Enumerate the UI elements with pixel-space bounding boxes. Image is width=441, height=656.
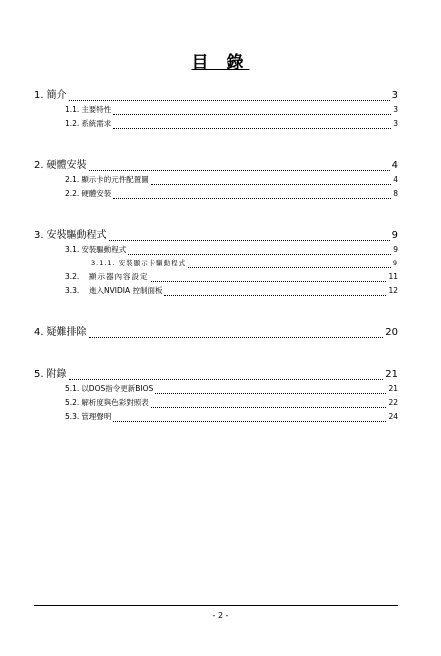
- toc-leader: [155, 393, 386, 394]
- toc-title: 主要特性: [81, 105, 112, 114]
- toc-leader: [151, 184, 391, 185]
- toc-page: 9: [393, 245, 398, 254]
- toc-number: 4.: [34, 327, 44, 338]
- toc-page: 22: [388, 398, 398, 407]
- toc-leader: [151, 281, 387, 282]
- toc-title: 安裝驅動程式: [46, 230, 107, 241]
- toc-leader: [69, 100, 390, 101]
- toc-title: 簡介: [46, 90, 67, 101]
- toc-entry-2-1[interactable]: [34, 174, 398, 188]
- toc-number: 1.2.: [65, 119, 80, 128]
- toc-page: 20: [385, 327, 398, 338]
- table-of-contents: [34, 86, 398, 425]
- toc-number: 3.1.: [65, 245, 80, 254]
- page-number: - 2 -: [212, 611, 229, 620]
- toc-page: 3: [393, 119, 398, 128]
- toc-title: 附錄: [46, 369, 67, 380]
- toc-title: 系統需求: [81, 119, 112, 128]
- toc-entry-1-1[interactable]: [34, 104, 398, 118]
- toc-number: 5.2.: [65, 398, 80, 407]
- toc-title: 安裝驅動程式: [81, 245, 127, 254]
- toc-title: 硬體安裝: [81, 189, 112, 198]
- toc-number: 1.1.: [65, 105, 80, 114]
- toc-page: 12: [388, 286, 398, 295]
- toc-entry-3-1-1[interactable]: [34, 258, 398, 271]
- toc-entry-4[interactable]: [34, 323, 398, 341]
- toc-page: 8: [393, 189, 398, 198]
- toc-leader: [89, 337, 384, 338]
- toc-leader: [113, 421, 386, 422]
- toc-leader: [89, 170, 390, 171]
- toc-leader: [128, 254, 391, 255]
- toc-leader: [113, 128, 391, 129]
- toc-title: 顯示卡的元件配置圖: [81, 175, 149, 184]
- toc-number: 2.: [34, 160, 44, 171]
- toc-number: 5.3.: [65, 412, 80, 421]
- toc-page: 9: [392, 259, 398, 267]
- toc-page: 11: [388, 272, 398, 281]
- toc-page: 3: [391, 90, 398, 101]
- toc-entry-2-2[interactable]: [34, 188, 398, 202]
- toc-leader: [188, 267, 391, 268]
- toc-leader: [69, 379, 384, 380]
- toc-entry-3-1[interactable]: [34, 244, 398, 258]
- toc-entry-3-3[interactable]: [34, 285, 398, 299]
- toc-title: 安裝顯示卡驅動程式: [118, 259, 187, 267]
- toc-number: 2.2.: [65, 189, 80, 198]
- toc-title: 進入NVIDIA 控制面板: [89, 286, 163, 295]
- toc-number: 3.1.1.: [91, 259, 116, 267]
- toc-leader: [113, 198, 391, 199]
- toc-entry-5-1[interactable]: [34, 383, 398, 397]
- toc-number: 5.1.: [65, 384, 80, 393]
- toc-entry-3[interactable]: [34, 226, 398, 244]
- toc-title: 疑難排除: [46, 327, 87, 338]
- toc-number: 1.: [34, 90, 44, 101]
- toc-page: 3: [393, 105, 398, 114]
- toc-entry-3-2[interactable]: [34, 271, 398, 285]
- toc-page: 4: [391, 160, 398, 171]
- toc-entry-5-2[interactable]: [34, 397, 398, 411]
- toc-title: 顯示器內容設定: [89, 272, 149, 281]
- toc-page: 4: [393, 175, 398, 184]
- toc-number: 5.: [34, 369, 44, 380]
- toc-page: 24: [388, 412, 398, 421]
- toc-page: 21: [385, 369, 398, 380]
- toc-number: 3.2.: [65, 272, 80, 281]
- toc-title: 解析度與色彩對照表: [81, 398, 149, 407]
- toc-leader: [164, 295, 386, 296]
- toc-leader: [151, 407, 387, 408]
- toc-entry-1-2[interactable]: [34, 118, 398, 132]
- toc-title: 管理聲明: [81, 412, 112, 421]
- toc-entry-1[interactable]: [34, 86, 398, 104]
- toc-number: 2.1.: [65, 175, 80, 184]
- toc-page: 21: [388, 384, 398, 393]
- toc-page: 9: [391, 230, 398, 241]
- toc-leader: [113, 114, 391, 115]
- toc-title: 以DOS指令更新BIOS: [81, 384, 154, 393]
- toc-entry-2[interactable]: [34, 156, 398, 174]
- toc-entry-5[interactable]: [34, 365, 398, 383]
- toc-entry-5-3[interactable]: [34, 411, 398, 425]
- footer-divider: [34, 605, 398, 606]
- toc-title: 硬體安裝: [46, 160, 87, 171]
- toc-number: 3.: [34, 230, 44, 241]
- toc-leader: [109, 240, 390, 241]
- page-title: 目 錄: [191, 53, 250, 73]
- toc-number: 3.3.: [65, 286, 80, 295]
